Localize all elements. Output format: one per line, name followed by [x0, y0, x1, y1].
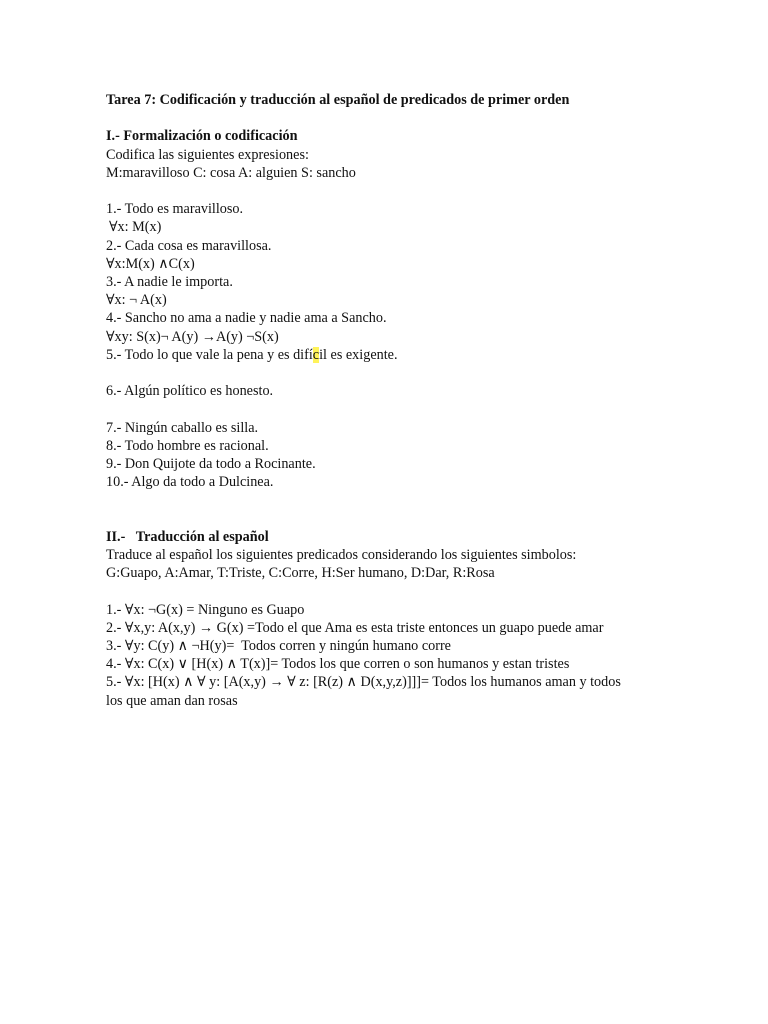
- formula-3: ∀x: ¬ A(x): [106, 292, 167, 309]
- exercise-3: 3.- A nadie le importa.: [106, 274, 233, 290]
- formula-4: ∀xy: S(x)¬ A(y) →A(y) ¬S(x): [106, 328, 279, 345]
- exercise-5-post: il es exigente.: [319, 346, 398, 363]
- translation-3: 3.- ∀y: C(y) ∧ ¬H(y)= Todos corren y ningún humano corre: [106, 637, 451, 654]
- exercise-2: 2.- Cada cosa es maravillosa.: [106, 237, 272, 254]
- exercise-8: 8.- Todo hombre es racional.: [106, 437, 269, 454]
- spacer: [106, 364, 666, 382]
- exercise-6: 6.- Algún político es honesto.: [106, 383, 274, 400]
- highlight-mark: c: [312, 346, 320, 363]
- exercise-7: 7.- Ningún caballo es silla.: [106, 419, 259, 436]
- spacer: [106, 510, 666, 528]
- spacer: [106, 491, 666, 509]
- section2-heading: II.- Traducción al español: [106, 528, 269, 545]
- exercise-5-pre: 5.- Todo lo que vale la pena y es difí: [106, 346, 313, 363]
- formula-2: ∀x:M(x) ∧C(x): [106, 255, 195, 272]
- document-title: Tarea 7: Codificación y traducción al español de predicados de primer orden: [106, 92, 570, 108]
- formula-1: ∀x: M(x): [109, 219, 162, 236]
- translation-1: 1.- ∀x: ¬G(x) = Ninguno es Guapo: [106, 601, 305, 618]
- spacer: [106, 582, 666, 600]
- section2-legend: G:Guapo, A:Amar, T:Triste, C:Corre, H:Ser humano, D:Dar, R:Rosa: [106, 565, 495, 582]
- spacer: [106, 109, 666, 127]
- exercise-10: 10.- Algo da todo a Dulcinea.: [106, 474, 274, 491]
- translation-4: 4.- ∀x: C(x) ∨ [H(x) ∧ T(x)]= Todos los que corren o son humanos y estan tristes: [106, 656, 570, 673]
- spacer: [106, 400, 666, 418]
- exercise-9: 9.- Don Quijote da todo a Rocinante.: [106, 456, 316, 472]
- section1-legend: M:maravilloso C: cosa A: alguien S: sancho: [106, 164, 356, 181]
- section2-instruction: Traduce al español los siguientes predicados considerando los siguientes simbolos:: [106, 546, 577, 563]
- spacer: [106, 182, 666, 200]
- translation-5-line2: los que aman dan rosas: [106, 692, 238, 709]
- exercise-4: 4.- Sancho no ama a nadie y nadie ama a Sancho.: [106, 310, 387, 327]
- section1-instruction: Codifica las siguientes expresiones:: [106, 146, 309, 163]
- translation-5-line1: 5.- ∀x: [H(x) ∧ ∀ y: [A(x,y) → ∀ z: [R(z) ∧ D(x,y,z)]]]= Todos los humanos aman y todos: [106, 674, 621, 691]
- exercise-1: 1.- Todo es maravilloso.: [106, 201, 244, 218]
- exercise-5: [106, 346, 666, 364]
- translation-2: 2.- ∀x,y: A(x,y) → G(x) =Todo el que Ama es esta triste entonces un guapo puede amar: [106, 619, 604, 636]
- document-page: [106, 91, 666, 710]
- section1-heading: I.- Formalización o codificación: [106, 128, 298, 145]
